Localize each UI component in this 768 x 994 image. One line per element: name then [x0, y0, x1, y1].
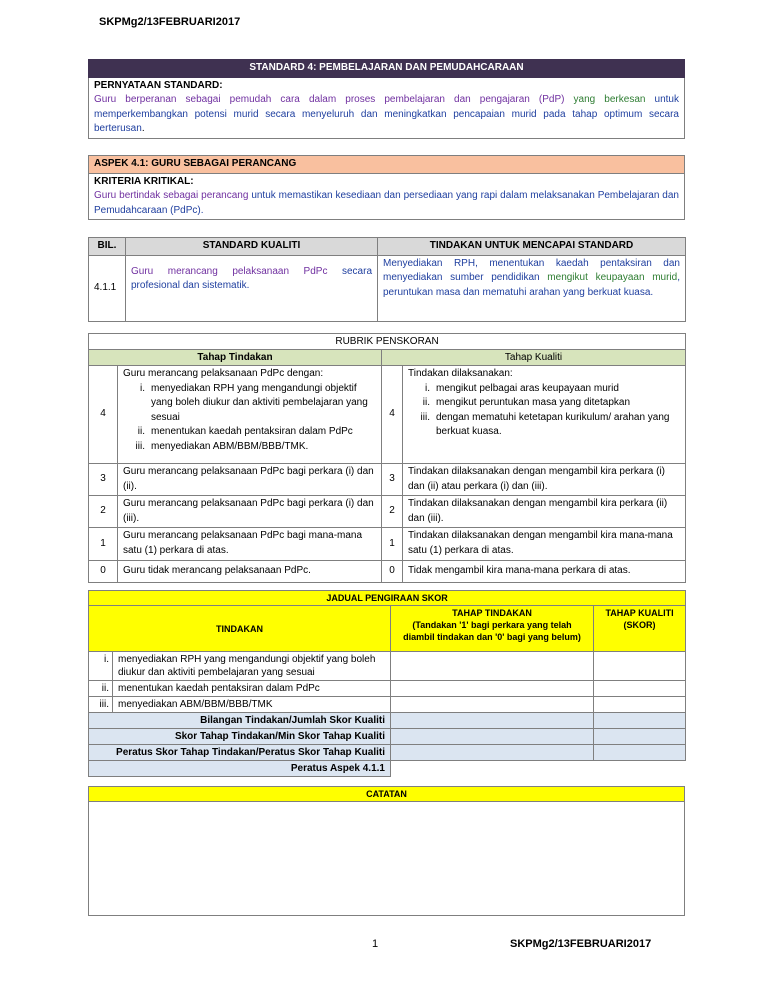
summary-percent-label: Peratus Skor Tahap Tindakan/Peratus Skor Tahap Kualiti: [89, 745, 391, 761]
score-table-title: JADUAL PENGIRAAN SKOR: [89, 591, 686, 606]
rubric-col-right: Tahap Kualiti: [382, 350, 686, 366]
rubric-score-2-left: 2: [89, 496, 118, 528]
notes-body[interactable]: [89, 802, 685, 916]
standard-table: [88, 59, 685, 139]
document-code-header: SKPMg2/13FEBRUARI2017: [99, 16, 241, 28]
score-item-3-text: menyediakan ABM/BBM/BBB/TMK: [113, 697, 391, 713]
rubric-title: RUBRIK PENSKORAN: [89, 334, 686, 350]
notes-title: CATATAN: [89, 787, 685, 802]
rubric-row-1-left: Guru merancang pelaksanaan PdPc bagi mana-mana satu (1) perkara di atas.: [118, 528, 382, 560]
score-item-1-quality[interactable]: [594, 652, 686, 681]
list-item: ii. menentukan kaedah pentaksiran dalam PdPc: [137, 426, 353, 438]
standard-statement: [89, 77, 685, 138]
list-item: ii. mengikut peruntukan masa yang ditetapkan: [422, 397, 631, 409]
rubric-level4-left-intro: Guru merancang pelaksanaan PdPc dengan:: [123, 368, 324, 379]
aspect-table: [88, 155, 685, 220]
rubric-table: [88, 333, 686, 583]
quality-bil: 4.1.1: [89, 255, 126, 321]
statement-part-4: untuk memperkembangkan potensi murid secara menyeluruh dan meningkatkan pencapaian murid pada tahap optimum secara berterusan: [94, 94, 679, 135]
criteria-part-3: untuk memastikan kesediaan dan persediaan yang rapi dalam melaksanakan Pembelajaran dan Pemudahcaraan (PdPc).: [94, 190, 679, 216]
score-item-2-text: menentukan kaedah pentaksiran dalam PdPc: [113, 681, 391, 697]
rubric-score-0-left: 0: [89, 560, 118, 582]
score-item-2-num: ii.: [89, 681, 113, 697]
page-number: 1: [372, 938, 379, 950]
quality-standard-part-2: merancang pelaksanaan PdPc: [153, 265, 342, 277]
summary-total-level[interactable]: [391, 713, 594, 729]
rubric-score-2-right: 2: [382, 496, 403, 528]
summary-percent-quality[interactable]: [594, 745, 686, 761]
score-item-3-num: iii.: [89, 697, 113, 713]
score-item-3-level[interactable]: [391, 697, 594, 713]
list-item: i. mengikut pelbagai aras keupayaan murid: [425, 382, 619, 394]
score-item-1-level[interactable]: [391, 652, 594, 681]
score-col-tahap-tindakan: [391, 606, 594, 652]
rubric-col-left: Tahap Tindakan: [89, 350, 382, 366]
summary-aspect-label: Peratus Aspek 4.1.1: [89, 761, 391, 777]
rubric-level4-right-list: [408, 382, 680, 440]
quality-action-part-1: Menyediakan RPH, menentukan kaedah pentaksiran dan menyediakan sumber pendidikan: [383, 257, 680, 284]
score-item-2-quality[interactable]: [594, 681, 686, 697]
statement-part-5: .: [141, 123, 145, 135]
rubric-score-0-right: 0: [382, 560, 403, 582]
score-item-2-level[interactable]: [391, 681, 594, 697]
notes-table: [88, 786, 685, 916]
col-standard-kualiti: STANDARD KUALITI: [126, 238, 378, 256]
quality-standard: [126, 255, 378, 321]
score-table: [88, 590, 686, 777]
score-item-1-num: i.: [89, 652, 113, 681]
list-item: i. menyediakan RPH yang mengandungi objektif yang boleh diukur dan aktiviti pembelajaran yang sesuai: [140, 382, 368, 423]
rubric-row-0-right: Tidak mengambil kira mana-mana perkara di atas.: [403, 560, 686, 582]
quality-action-part-2: mengikut keupayaan murid: [547, 272, 678, 284]
summary-total-quality[interactable]: [594, 713, 686, 729]
quality-standard-part-1: Guru: [131, 265, 154, 277]
rubric-level4-left-list: [123, 382, 376, 455]
score-col-tahap-tindakan-title: TAHAP TINDAKAN: [452, 608, 532, 618]
rubric-level4-right-intro: Tindakan dilaksanakan:: [408, 368, 513, 379]
quality-action-part-3: , peruntukan masa dan mematuhi arahan yang berkuat kuasa.: [383, 272, 680, 298]
quality-table: [88, 237, 686, 322]
rubric-row-0-left: Guru tidak merancang pelaksanaan PdPc.: [118, 560, 382, 582]
rubric-score-4-right: 4: [382, 366, 403, 464]
summary-mean-label: Skor Tahap Tindakan/Min Skor Tahap Kualiti: [89, 729, 391, 745]
aspect-criteria: [89, 173, 685, 220]
rubric-score-3-left: 3: [89, 464, 118, 496]
score-item-3-quality[interactable]: [594, 697, 686, 713]
summary-aspect-empty: [391, 761, 686, 777]
rubric-score-1-left: 1: [89, 528, 118, 560]
score-col-tindakan: TINDAKAN: [89, 606, 391, 652]
col-tindakan: TINDAKAN UNTUK MENCAPAI STANDARD: [378, 238, 686, 256]
rubric-score-1-right: 1: [382, 528, 403, 560]
summary-mean-quality[interactable]: [594, 729, 686, 745]
quality-action: [378, 255, 686, 321]
footer-document-code: SKPMg2/13FEBRUARI2017: [510, 938, 652, 950]
quality-standard-part-3: secara profesional dan sistematik.: [131, 265, 372, 292]
standard-title: STANDARD 4: PEMBELAJARAN DAN PEMUDAHCARAAN: [89, 60, 685, 78]
rubric-row-3-right: Tindakan dilaksanakan dengan mengambil kira perkara (i) dan (ii) atau perkara (i) dan (iii).: [403, 464, 686, 496]
rubric-row-2-left: Guru merancang pelaksanaan PdPc bagi perkara (i) dan (iii).: [118, 496, 382, 528]
criteria-part-2: bertindak sebagai perancang: [116, 190, 252, 202]
rubric-row-1-right: Tindakan dilaksanakan dengan mengambil kira mana-mana satu (1) perkara di atas.: [403, 528, 686, 560]
aspect-title: ASPEK 4.1: GURU SEBAGAI PERANCANG: [89, 156, 685, 174]
list-item: iii. dengan mematuhi ketetapan kurikulum/ arahan yang berkuat kuasa.: [420, 411, 670, 438]
summary-percent-level[interactable]: [391, 745, 594, 761]
statement-label: PERNYATAAN STANDARD:: [94, 79, 223, 91]
list-item: iii. menyediakan ABM/BBM/BBB/TMK.: [135, 440, 309, 452]
criteria-part-1: Guru: [94, 190, 117, 202]
rubric-score-3-right: 3: [382, 464, 403, 496]
summary-mean-level[interactable]: [391, 729, 594, 745]
rubric-level4-left: [118, 366, 382, 464]
score-col-tahap-tindakan-note: (Tandakan '1' bagi perkara yang telah diambil tindakan dan '0' bagi yang belum): [403, 620, 581, 642]
col-bil: BIL.: [89, 238, 126, 256]
rubric-row-2-right: Tindakan dilaksanakan dengan mengambil kira perkara (ii) dan (iii).: [403, 496, 686, 528]
statement-part-1: Guru: [94, 94, 117, 106]
summary-total-label: Bilangan Tindakan/Jumlah Skor Kualiti: [89, 713, 391, 729]
rubric-row-3-left: Guru merancang pelaksanaan PdPc bagi perkara (i) dan (ii).: [118, 464, 382, 496]
score-item-1-text: menyediakan RPH yang mengandungi objektif yang boleh diukur dan aktiviti pembelajaran yang sesuai: [113, 652, 391, 681]
statement-part-2: berperanan sebagai pemudah cara dalam proses pembelajaran dan pengajaran (PdP): [116, 94, 574, 106]
rubric-score-4-left: 4: [89, 366, 118, 464]
rubric-level4-right: [403, 366, 686, 464]
criteria-label: KRITERIA KRITIKAL:: [94, 175, 194, 187]
score-col-tahap-kualiti: TAHAP KUALITI (SKOR): [594, 606, 686, 652]
statement-part-3: yang berkesan: [573, 94, 646, 106]
